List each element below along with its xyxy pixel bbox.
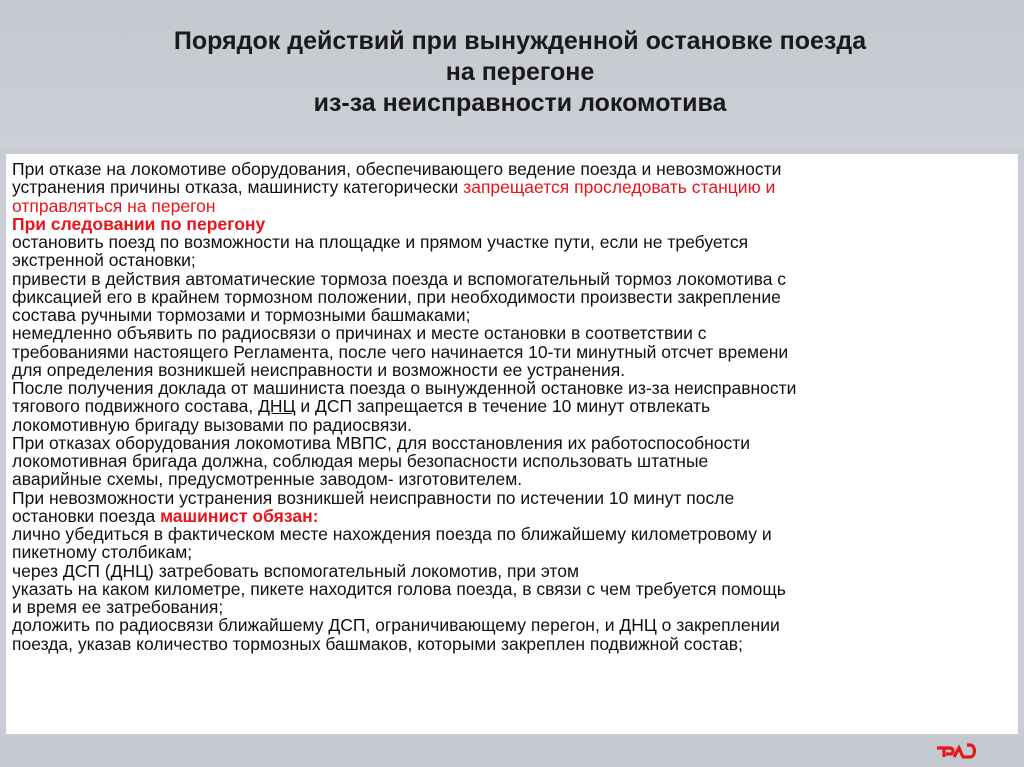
highlighted-text: При следовании по перегону	[12, 213, 266, 234]
text-line	[12, 470, 1007, 488]
text-segment: локомотивная бригада должна, соблюдая меры безопасности использовать штатные	[12, 451, 709, 471]
text-line	[12, 635, 1007, 653]
text-line	[12, 215, 1007, 233]
highlighted-text: запрещается проследовать станцию и	[463, 177, 776, 198]
text-line	[12, 251, 1007, 269]
text-segment: При отказах оборудования локомотива МВПС, для восстановления их работоспособности	[12, 432, 751, 453]
text-segment: поезда, указав количество тормозных башмаков, которыми закреплен подвижной состав;	[12, 633, 743, 654]
text-line	[12, 379, 1007, 397]
text-segment: и время ее затребования;	[12, 597, 224, 617]
text-line	[12, 580, 1007, 598]
text-segment: устранения причины отказа, машинисту категорически	[12, 177, 464, 198]
text-line	[12, 562, 1007, 580]
text-line	[12, 288, 1007, 306]
text-line	[12, 197, 1007, 215]
text-segment: и ДСП запрещается в течение 10 минут отвлекать	[295, 396, 711, 417]
text-line	[12, 507, 1007, 525]
text-line	[12, 397, 1007, 415]
text-line	[12, 525, 1007, 543]
text-segment: После получения доклада от машиниста поезда о вынужденной остановке из-за неисправности	[12, 378, 797, 398]
text-segment: через ДСП (ДНЦ) затребовать вспомогательный локомотив, при этом	[12, 560, 579, 581]
title-line-1: Порядок действий при вынужденной остановке поезда	[173, 27, 867, 55]
highlighted-text: ДНЦ	[258, 396, 296, 417]
text-line	[12, 160, 1007, 178]
text-line	[12, 361, 1007, 379]
text-segment: привести в действия автоматические тормоза поезда и вспомогательный тормоз локомотива с	[12, 268, 787, 289]
text-segment: локомотивную бригаду вызовами по радиосвязи.	[12, 414, 413, 435]
text-line	[12, 616, 1007, 634]
text-line	[12, 543, 1007, 561]
text-line	[12, 178, 1007, 196]
highlighted-text: отправляться на перегон	[12, 195, 216, 216]
text-line	[12, 306, 1007, 324]
title-line-2: на перегоне	[445, 58, 595, 86]
text-segment: состава ручными тормозами и тормозными башмаками;	[12, 305, 471, 325]
text-line	[12, 343, 1007, 361]
title-line-3: из-за неисправности локомотива	[313, 89, 727, 117]
text-line	[12, 324, 1007, 342]
text-line	[12, 270, 1007, 288]
text-line	[12, 416, 1007, 434]
text-segment: доложить по радиосвязи ближайшему ДСП, ограничивающему перегон, и ДНЦ о закреплении	[12, 615, 780, 636]
slide-title	[0, 26, 1024, 119]
highlighted-text: машинист обязан:	[160, 505, 319, 526]
text-segment: экстренной остановки;	[12, 250, 196, 271]
text-line	[12, 598, 1007, 616]
text-segment: требованиями настоящего Регламента, после чего начинается 10-ти минутный отсчет времени	[12, 341, 789, 362]
text-segment: аварийные схемы, предусмотренные заводом- изготовителем.	[12, 469, 523, 490]
text-segment: При отказе на локомотиве оборудования, обеспечивающего ведение поезда и невозможности	[12, 159, 782, 179]
text-segment: При невозможности устранения возникшей неисправности по истечении 10 минут после	[12, 487, 735, 508]
rzd-logo-icon	[934, 740, 978, 762]
text-segment: тягового подвижного состава,	[12, 396, 259, 417]
text-segment: для определения возникшей неисправности и возможности ее устранения.	[12, 359, 626, 380]
text-line	[12, 452, 1007, 470]
text-segment: остановить поезд по возможности на площадке и прямом участке пути, если не требуется	[12, 232, 749, 252]
text-segment: остановки поезда	[12, 505, 161, 526]
text-segment: фиксацией его в крайнем тормозном положении, при необходимости произвести закрепление	[12, 286, 781, 307]
text-segment: немедленно объявить по радиосвязи о причинах и месте остановки в соответствии с	[12, 323, 707, 344]
text-segment: указать на каком километре, пикете находится голова поезда, в связи с чем требуется помощь	[12, 578, 786, 599]
text-line	[12, 434, 1007, 452]
slide-footer	[0, 736, 1024, 767]
body-text	[12, 160, 1012, 653]
text-segment: лично убедиться в фактическом месте нахождения поезда по ближайшему километровому и	[12, 524, 772, 544]
text-line	[12, 489, 1007, 507]
text-line	[12, 233, 1007, 251]
text-segment: пикетному столбикам;	[12, 542, 193, 563]
